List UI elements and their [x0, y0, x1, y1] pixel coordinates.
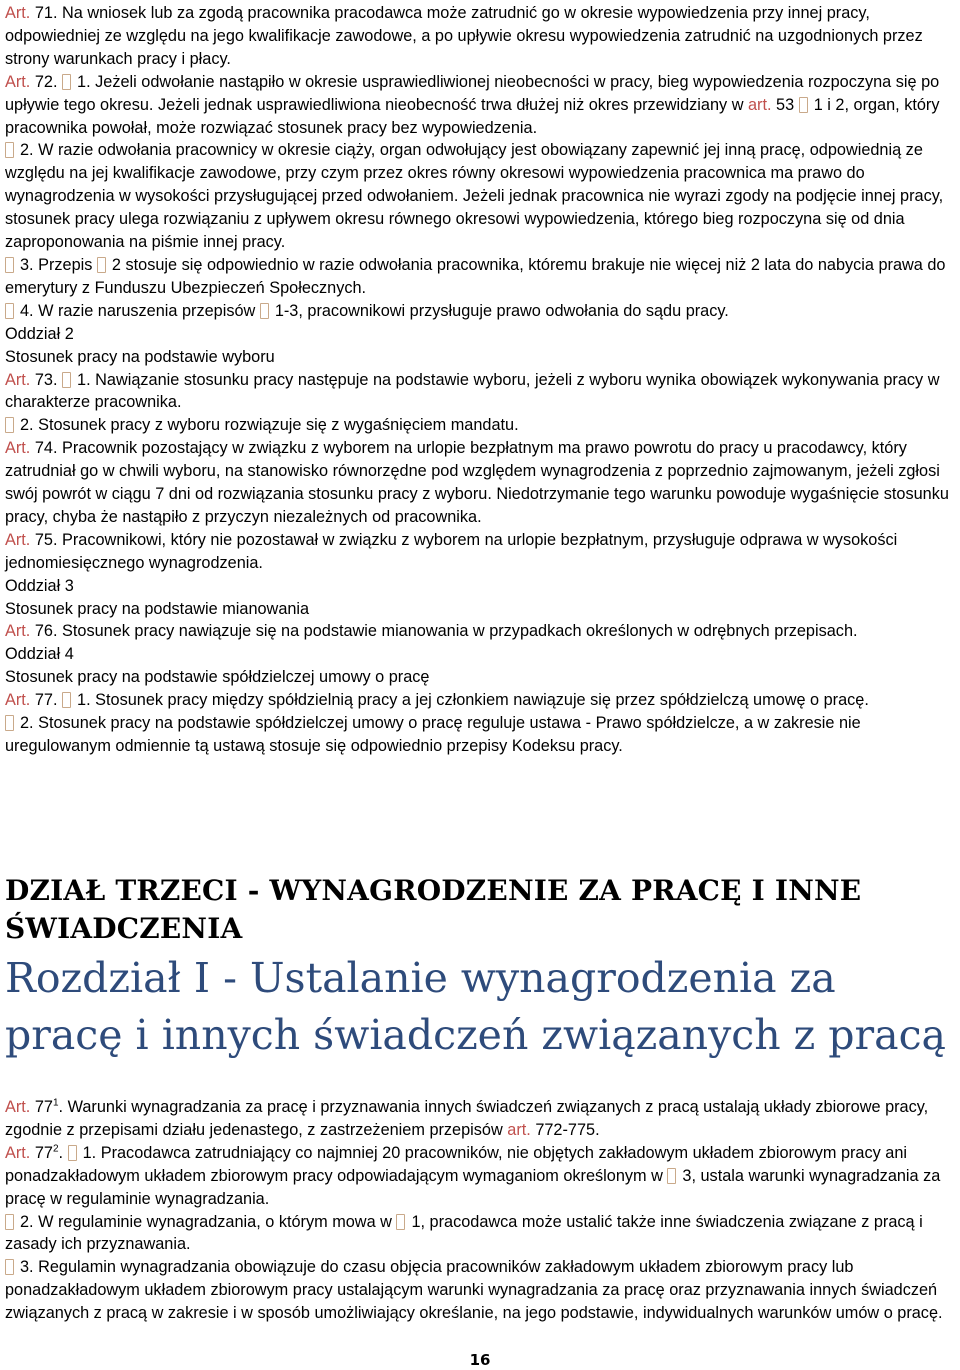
- paragraph-text: 2. W razie odwołania pracownicy w okresie ciąży, organ odwołujący jest obowiązany zapewnić jej inną pracę, odpowiednią ze względu na jej kwalifikacje zawodowe, przy czym przez okres równy okresowi wypowiedzenia pracownica ma prawo do wynagrodzenia w wysokości przysługującej przed odwołaniem. Jeżeli jednak pracownica nie wyrazi zgody na podjęcie innej pracy, stosunek pracy ulega rozwiązaniu z upływem okresu równego okresowi wypowiedzenia, którego bieg rozpoczyna się od dnia zaproponowania na piśmie innej pracy.: [5, 141, 944, 252]
- paragraph-text: 1. Stosunek pracy między spółdzielnią pracy a jej członkiem nawiązuje się przez spółdzielczą umowę o pracę.: [77, 691, 869, 710]
- paragraph-text: 772-775.: [530, 1120, 600, 1139]
- art-label: Art.: [5, 530, 31, 549]
- paragraph-text: 2 stosuje się odpowiednio w razie odwołania pracownika, któremu brakuje nie więcej niż 2 lata do nabycia prawa do emerytury z Funduszu Ubezpieczeń Społecznych.: [5, 255, 946, 297]
- paragraph-text: 4. W razie naruszenia przepisów: [20, 301, 260, 320]
- art-77-2-sect-2-paragraph: [5, 1211, 953, 1257]
- paragraph-text: 3, ustala warunki wynagradzania za pracę w regulaminie wynagradzania.: [5, 1166, 941, 1208]
- paragraph-text: Stosunek pracy na podstawie spółdzielczej umowy o pracę: [5, 668, 430, 687]
- paragraph-text: 1 i 2, organ, który pracownika powołał, może rozwiązać stosunek pracy bez wypowiedzenia.: [5, 95, 940, 137]
- paragraph-text: 1. Jeżeli odwołanie nastąpiło w okresie usprawiedliwionej nieobecności w pracy, bieg wypowiedzenia rozpoczyna się po upływie tego okresu. Jeżeli jednak usprawiedliwiona nieobecność trwa dłużej niż okres przewidziany w: [5, 72, 940, 114]
- paragraph: [5, 254, 953, 300]
- art-77-2-paragraph: [5, 1142, 953, 1211]
- rozdzial-heading: Rozdział I - Ustalanie wynagrodzenia za pracę i innych świadczeń związanych z pracą: [5, 954, 946, 1059]
- art-label: Art.: [5, 439, 31, 458]
- dzial-heading: DZIAŁ TRZECI - WYNAGRODZENIE ZA PRACĘ I INNE ŚWIADCZENIA: [5, 874, 862, 945]
- paragraph: [5, 71, 953, 140]
- paragraph-text: 72.: [30, 72, 63, 91]
- art-77-2-sect-3-paragraph: [5, 1256, 953, 1325]
- paragraph-text: Oddział 2: [5, 324, 74, 343]
- paragraph-text: 2. Stosunek pracy na podstawie spółdzielczej umowy o pracę reguluje ustawa - Prawo spółdzielcze, a w zakresie nie uregulowanym odmiennie tą ustawą stosuje się odpowiednio przepisy Kodeksu pracy.: [5, 714, 861, 755]
- article-superscript: 1: [52, 1097, 59, 1109]
- paragraph: [5, 369, 953, 415]
- paragraph-text: Oddział 4: [5, 645, 74, 664]
- paragraph-text: Stosunek pracy na podstawie wyboru: [5, 347, 275, 366]
- art-label: Art.: [5, 370, 31, 389]
- section-icon: [5, 257, 14, 273]
- paragraph-text: 74. Pracownik pozostający w związku z wyborem na urlopie bezpłatnym ma prawo powrotu do pracy u pracodawcy, który zatrudniał go w chwili wyboru, na stanowisko równorzędne pod względem wynagrodzenia z poprzednio zajmowanym, jeżeli zgłosi swój powrót w ciągu 7 dni od rozwiązania stosunku pracy z wyboru. Niedotrzymanie tego warunku powoduje wygaśnięcie stosunku pracy, chyba że nastąpiło z przyczyn niezależnych od pracownika.: [5, 439, 949, 526]
- section-icon: [5, 715, 14, 731]
- art-link[interactable]: art.: [747, 95, 772, 114]
- section-icon: [799, 97, 808, 113]
- paragraph: [5, 2, 953, 71]
- page-number: 16: [469, 1351, 491, 1369]
- paragraph: [5, 689, 953, 712]
- paragraph-text: Oddział 3: [5, 576, 74, 595]
- paragraph-text: 1. Nawiązanie stosunku pracy następuje na podstawie wyboru, jeżeli z wyboru wynika obowiązek wykonywania pracy w charakterze pracownika.: [5, 370, 940, 412]
- paragraph: [5, 300, 953, 323]
- section-icon: [667, 1168, 676, 1184]
- section-icon: [5, 142, 14, 158]
- paragraph: [5, 620, 953, 643]
- paragraph-text: 71. Na wniosek lub za zgodą pracownika pracodawca może zatrudnić go w okresie wypowiedzenia przy innej pracy, odpowiedniej ze względu na jego kwalifikacje zawodowe, a po upływie okresu wypowiedzenia zatrudnić na uzgodnionych przez strony warunkach pracy i płacy.: [5, 4, 923, 68]
- section-icon: [62, 74, 71, 90]
- paragraph-text: Stosunek pracy na podstawie mianowania: [5, 599, 310, 618]
- art-label: Art.: [5, 691, 31, 710]
- paragraph: [5, 529, 953, 575]
- art-label: Art.: [5, 1143, 31, 1162]
- paragraph: [5, 712, 953, 758]
- art-label: Art.: [5, 1098, 31, 1116]
- paragraph-text: 73.: [30, 370, 63, 389]
- paragraph: [5, 139, 953, 254]
- paragraph-text: 2. Stosunek pracy z wyboru rozwiązuje się z wygaśnięciem mandatu.: [20, 416, 519, 435]
- paragraph-text: 53: [771, 95, 799, 114]
- upper-body-text: [5, 2, 953, 758]
- paragraph: [5, 575, 953, 598]
- section-icon: [5, 303, 14, 319]
- paragraph: [5, 437, 953, 529]
- paragraph: [5, 666, 953, 689]
- article-superscript: 2: [52, 1143, 59, 1155]
- paragraph-text: 3. Regulamin wynagradzania obowiązuje do czasu objęcia pracowników zakładowym układem zbiorowym pracy lub ponadzakładowym układem zbiorowym pracy ustalającym warunki wynagradzania za pracę oraz przyznawania innych świadczeń związanych z pracą w zakresie i w sposób umożliwiający określanie, na jego podstawie, indywidualnych warunków umów o pracę.: [5, 1258, 943, 1323]
- section-icon: [62, 692, 71, 708]
- section-icon: [68, 1145, 77, 1161]
- paragraph-text: .: [58, 1143, 68, 1162]
- paragraph: [5, 414, 953, 437]
- art-label: Art.: [5, 622, 31, 641]
- paragraph-text: 1-3, pracownikowi przysługuje prawo odwołania do sądu pracy.: [274, 301, 729, 320]
- section-icon: [5, 1214, 14, 1230]
- section-icon: [396, 1214, 405, 1230]
- art-77-1-paragraph: [5, 1096, 953, 1142]
- art-label: Art.: [5, 72, 31, 91]
- paragraph-text: 75. Pracownikowi, który nie pozostawał w związku z wyborem na urlopie bezpłatnym, przysługuje odprawa w wysokości jednomiesięcznego wynagrodzenia.: [5, 530, 898, 572]
- article-number: 77: [30, 1098, 53, 1116]
- paragraph-text: 1, pracodawca może ustalić także inne świadczenia związane z pracą i zasady ich przyznawania.: [5, 1212, 923, 1254]
- section-icon: [260, 303, 269, 319]
- paragraph-text: 1. Pracodawca zatrudniający co najmniej 20 pracowników, nie objętych zakładowym układem zbiorowym pracy ani ponadzakładowym układem zbiorowym pracy odpowiadającym wymaganiom określonym w: [5, 1143, 908, 1185]
- section-icon: [62, 372, 71, 388]
- paragraph: [5, 598, 953, 621]
- section-icon: [97, 257, 106, 273]
- paragraph: [5, 346, 953, 369]
- paragraph-text: 2. W regulaminie wynagradzania, o którym mowa w: [20, 1212, 397, 1231]
- section-icon: [5, 417, 14, 433]
- art-link[interactable]: art.: [507, 1120, 531, 1139]
- paragraph-text: 76. Stosunek pracy nawiązuje się na podstawie mianowania w przypadkach określonych w odrębnych przepisach.: [30, 622, 858, 641]
- art-label: Art.: [5, 4, 31, 22]
- section-icon: [5, 1259, 14, 1275]
- paragraph-text: 3. Przepis: [20, 255, 97, 274]
- paragraph: [5, 643, 953, 666]
- lower-body-text: [5, 1096, 953, 1325]
- paragraph-text: 77.: [30, 691, 63, 710]
- paragraph-text: . Warunki wynagradzania za pracę i przyznawania innych świadczeń związanych z pracą ustalają układy zbiorowe pracy, zgodnie z przepisami działu jedenastego, z zastrzeżeniem przepisów: [5, 1098, 929, 1139]
- paragraph: [5, 323, 953, 346]
- article-number: 77: [30, 1143, 53, 1162]
